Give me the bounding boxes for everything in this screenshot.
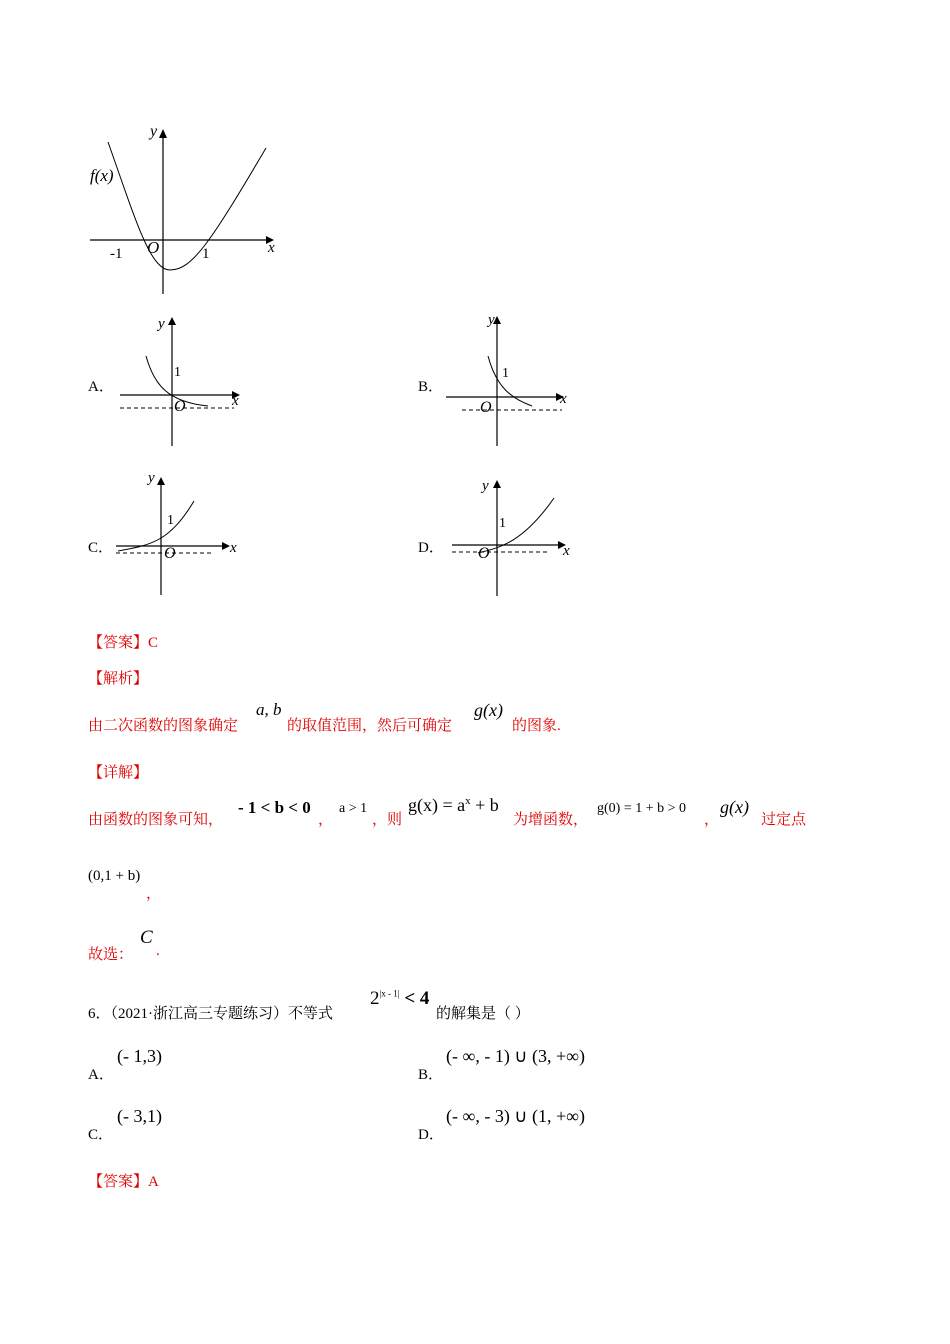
q6-option-c-value: (- 3,1) <box>117 1106 162 1126</box>
gx-def-exponent: x <box>465 795 471 807</box>
option-a-graph <box>110 310 250 450</box>
origin-label: O <box>164 545 176 562</box>
answer-value: A <box>148 1174 159 1190</box>
exp-curve <box>118 501 194 551</box>
detail-math-b-range: - 1 < b < 0 <box>238 798 311 817</box>
ineq-base: 2 <box>370 988 380 1009</box>
y-label: y <box>150 123 158 140</box>
answer-tag: 【答案】 <box>88 1174 149 1190</box>
analysis-tag: 【解析】 <box>88 671 149 687</box>
option-c-letter: C． <box>88 540 114 556</box>
y-label: y <box>482 478 489 494</box>
q6-option-b-letter: B． <box>418 1067 444 1083</box>
parabola-curve <box>108 142 266 270</box>
q6-inequality <box>370 988 429 1010</box>
detail-part5: 故选： <box>88 947 134 963</box>
detail-comma1: ， <box>318 812 334 828</box>
q6-answer <box>88 1170 159 1191</box>
y-axis-arrow-icon <box>493 480 501 488</box>
detail-tag: 【详解】 <box>88 765 149 781</box>
neg-one-label: -1 <box>110 246 123 262</box>
option-d-letter: D． <box>418 540 444 556</box>
detail-part2: ，则 <box>372 812 403 828</box>
option-b-graph <box>440 308 580 448</box>
analysis-gx: g(x) <box>474 700 503 720</box>
q6-option-d-letter: D． <box>418 1127 444 1143</box>
option-b-letter: B． <box>418 379 444 395</box>
option-d-graph <box>442 468 582 603</box>
y-label: y <box>158 316 165 332</box>
option-a-letter: A． <box>88 379 114 395</box>
option-c-graph <box>112 465 252 605</box>
q6-suffix: 的解集是（ ） <box>436 1006 530 1022</box>
detail-math-a: a > 1 <box>339 801 368 816</box>
detail-math-gx-def <box>408 795 499 816</box>
one-label: 1 <box>202 246 210 262</box>
ineq-rest: < 4 <box>399 988 430 1009</box>
q6-option-a-letter: A． <box>88 1067 114 1083</box>
detail-math-g0: g(0) = 1 + b > 0 <box>597 801 687 816</box>
detail-period: . <box>156 943 160 959</box>
q6-option-d-value: (- ∞, - 3) ∪ (1, +∞) <box>446 1106 585 1126</box>
q5-answer <box>88 631 158 652</box>
exp-curve <box>488 356 532 406</box>
detail-comma3: ， <box>146 886 162 902</box>
x-label: x <box>560 391 567 407</box>
q6-option-a-value: (- 1,3) <box>117 1046 162 1066</box>
answer-value: C <box>148 635 159 651</box>
fx-label: f(x) <box>90 166 114 185</box>
analysis-line <box>88 714 238 735</box>
q6-prefix: 6．（2021·浙江高三专题练习）不等式 <box>88 1006 333 1022</box>
y-axis-arrow-icon <box>159 129 167 138</box>
detail-part3: 为增函数， <box>513 812 589 828</box>
q6-option-c-letter: C． <box>88 1127 114 1143</box>
analysis-ab: a, b <box>256 700 282 719</box>
detail-math-choice: C <box>140 927 153 948</box>
gx-def-rest: + b <box>470 795 499 815</box>
detail-math-fixed-point: (0,1 + b) <box>88 868 141 884</box>
x-label: x <box>230 540 237 556</box>
detail-math-gx: g(x) <box>720 797 749 817</box>
y-label: y <box>488 312 495 328</box>
detail-part4: 过定点 <box>761 812 807 828</box>
one-label: 1 <box>167 513 174 528</box>
q6-option-b-value: (- ∞, - 1) ∪ (3, +∞) <box>446 1046 585 1066</box>
y-axis-arrow-icon <box>168 317 176 325</box>
detail-part1: 由函数的图象可知， <box>88 812 224 828</box>
y-axis-arrow-icon <box>157 477 165 485</box>
x-label: x <box>563 543 570 559</box>
one-label: 1 <box>502 366 509 381</box>
origin-label: O <box>174 398 186 415</box>
origin-label: O <box>147 238 160 257</box>
analysis-part2: 的取值范围，然后可确定 <box>287 718 453 734</box>
quadratic-graph <box>80 118 285 300</box>
one-label: 1 <box>499 516 506 531</box>
origin-label: O <box>480 399 492 416</box>
ineq-exponent: |x - 1| <box>379 988 400 999</box>
answer-tag: 【答案】 <box>88 635 149 651</box>
origin-label: O <box>478 545 490 562</box>
one-label: 1 <box>174 365 181 380</box>
gx-def-base: g(x) = a <box>408 795 466 815</box>
detail-comma2: ， <box>704 812 720 828</box>
analysis-part1: 由二次函数的图象确定 <box>88 718 239 734</box>
x-axis-arrow-icon <box>222 542 230 550</box>
y-label: y <box>148 470 155 486</box>
x-label: x <box>268 240 275 256</box>
x-label: x <box>232 393 239 409</box>
analysis-part3: 的图象. <box>512 718 561 734</box>
